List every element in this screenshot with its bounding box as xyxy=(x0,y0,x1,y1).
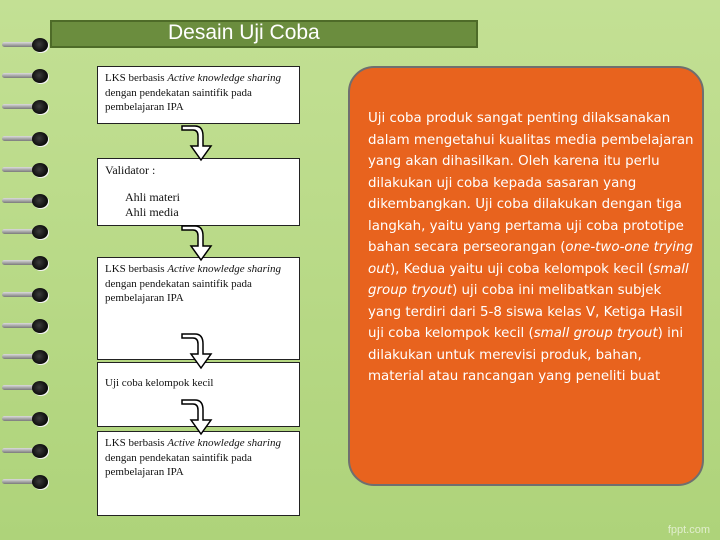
spiral-ring xyxy=(2,319,50,333)
spiral-ring xyxy=(2,350,50,364)
ring-hole xyxy=(32,163,48,177)
ring-hole xyxy=(32,132,48,146)
ring-hole xyxy=(32,256,48,270)
ring-wire xyxy=(2,42,36,47)
ring-hole xyxy=(32,475,48,489)
ring-hole xyxy=(32,100,48,114)
validator-item: Ahli media xyxy=(125,204,179,219)
ring-hole xyxy=(32,194,48,208)
ring-wire xyxy=(2,136,36,141)
box-text-italic: Active knowledge sharing xyxy=(167,437,281,449)
ring-wire xyxy=(2,229,36,234)
ring-hole xyxy=(32,288,48,302)
box-text-italic: Active knowledge sharing xyxy=(167,263,281,275)
spiral-binding xyxy=(0,38,60,518)
spiral-ring xyxy=(2,163,50,177)
box-text: dengan pendekatan saintifik pada pembelajaran IPA xyxy=(105,451,252,478)
ring-wire xyxy=(2,448,36,453)
desc-part: ) ini dilakukan untuk merevisi produk, bahan, material atau rancangan yang peneliti buat xyxy=(368,326,684,384)
down-arrow-icon xyxy=(180,122,214,162)
page-title: Desain Uji Coba xyxy=(168,21,320,44)
ring-wire xyxy=(2,167,36,172)
spiral-ring xyxy=(2,475,50,489)
ring-hole xyxy=(32,444,48,458)
box-text: dengan pendekatan saintifik pada pembelajaran IPA xyxy=(105,277,252,304)
desc-italic: small group tryout xyxy=(368,261,689,298)
spiral-ring xyxy=(2,444,50,458)
spiral-ring xyxy=(2,100,50,114)
ring-hole xyxy=(32,350,48,364)
validator-item: Ahli materi xyxy=(125,189,180,204)
desc-italic: small group tryout xyxy=(533,326,658,341)
spiral-ring xyxy=(2,381,50,395)
box-text: LKS berbasis xyxy=(105,263,168,275)
desc-part: Uji coba produk sangat penting dilaksanakan dalam mengetahui kualitas media pembelajaran yang akan dihasilkan. Oleh karena itu perlu dilakukan uji coba kepada sasaran yang dikembangkan. Uji coba dilakukan dengan tiga langkah, yaitu yang pertama uji coba prototipe bahan secara perseorangan ( xyxy=(368,111,694,255)
ring-wire xyxy=(2,385,36,390)
desc-part: ) uji coba ini melibatkan subjek yang terdiri dari 5-8 siswa kelas V, Ketiga Hasil uji coba kelompok kecil ( xyxy=(368,283,683,341)
flow-box-lks-1 xyxy=(97,66,300,124)
ring-hole xyxy=(32,319,48,333)
ring-wire xyxy=(2,260,36,265)
down-arrow-icon xyxy=(180,330,214,370)
desc-part: ), Kedua yaitu uji coba kelompok kecil ( xyxy=(389,261,653,277)
spiral-ring xyxy=(2,256,50,270)
ring-hole xyxy=(32,381,48,395)
ring-hole xyxy=(32,225,48,239)
flow-box-validator xyxy=(97,158,300,226)
box-text: Uji coba kelompok kecil xyxy=(105,377,214,389)
spiral-ring xyxy=(2,194,50,208)
ring-wire xyxy=(2,198,36,203)
box-text-italic: Active knowledge sharing xyxy=(167,72,281,84)
spacer xyxy=(105,178,292,190)
spiral-ring xyxy=(2,38,50,52)
description-text xyxy=(368,108,694,388)
ring-wire xyxy=(2,354,36,359)
ring-wire xyxy=(2,292,36,297)
down-arrow-icon xyxy=(180,222,214,262)
ring-hole xyxy=(32,69,48,83)
spiral-ring xyxy=(2,412,50,426)
spiral-ring xyxy=(2,69,50,83)
ring-wire xyxy=(2,104,36,109)
box-text: dengan pendekatan saintifik pada pembelajaran IPA xyxy=(105,86,252,113)
spiral-ring xyxy=(2,225,50,239)
validator-label: Validator : xyxy=(105,163,156,177)
spiral-ring xyxy=(2,288,50,302)
ring-wire xyxy=(2,479,36,484)
box-text: LKS berbasis xyxy=(105,72,168,84)
watermark: fppt.com xyxy=(667,524,710,536)
ring-wire xyxy=(2,416,36,421)
desc-italic: one-two-one trying out xyxy=(368,240,693,277)
spiral-ring xyxy=(2,132,50,146)
ring-hole xyxy=(32,38,48,52)
ring-wire xyxy=(2,323,36,328)
ring-wire xyxy=(2,73,36,78)
box-text: LKS berbasis xyxy=(105,437,168,449)
down-arrow-icon xyxy=(180,396,214,436)
flow-box-lks-3 xyxy=(97,431,300,516)
ring-hole xyxy=(32,412,48,426)
